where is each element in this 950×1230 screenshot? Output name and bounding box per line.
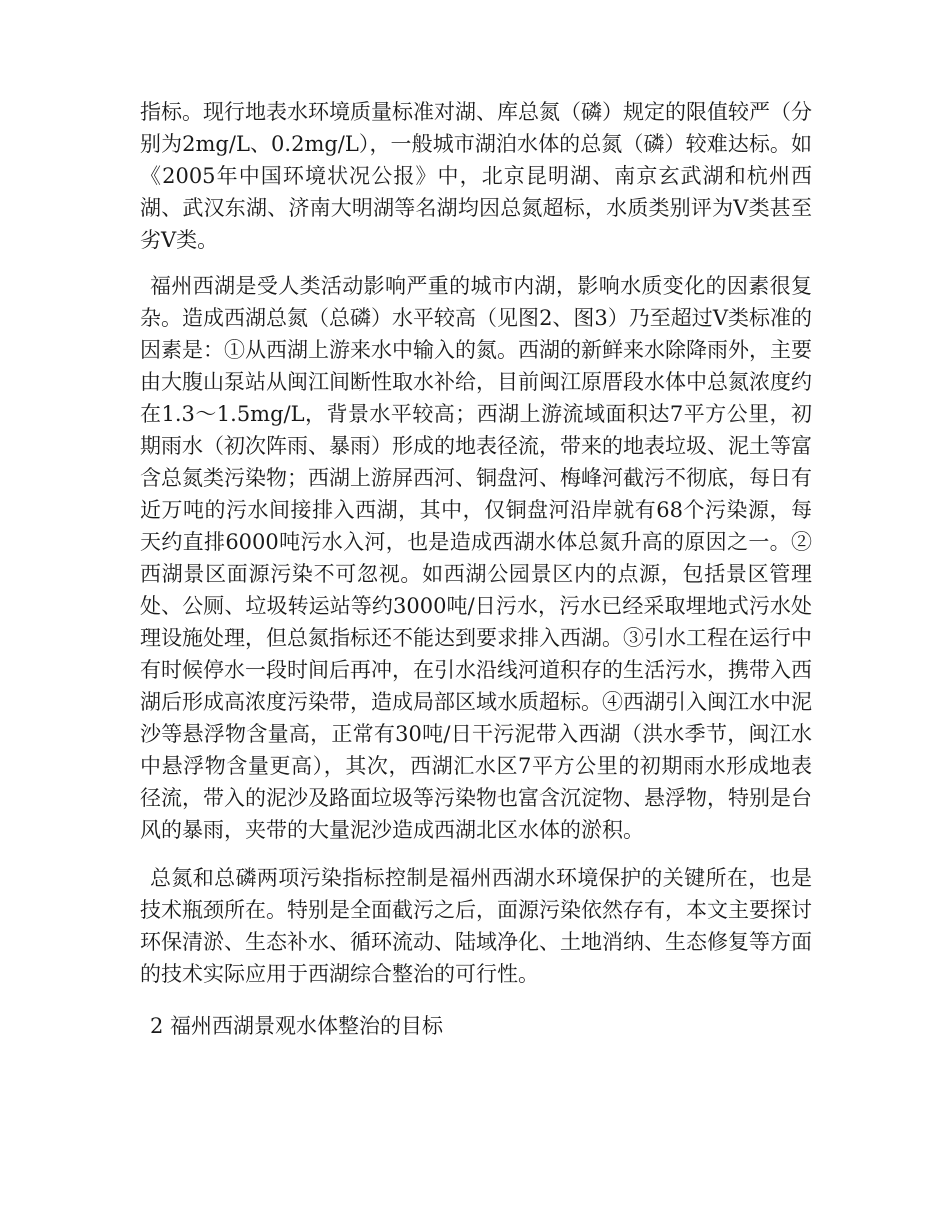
paragraph-water-standard: 指标。现行地表水环境质量标准对湖、库总氮（磷）规定的限值较严（分别为2mg/L、0.2mg/L），一般城市湖泊水体的总氮（磷）较难达标。如《2005年中国环境状况公报》中，北京昆明湖、南京玄武湖和杭州西湖、武汉东湖、济南大明湖等名湖均因总氮超标，水质类别评为Ⅴ类甚至劣Ⅴ类。 [140, 100, 812, 252]
document-body [140, 96, 812, 1042]
section-heading: 2 福州西湖景观水体整治的目标 [150, 1014, 444, 1038]
paragraph-pollution-factors: 福州西湖是受人类活动影响严重的城市内湖，影响水质变化的因素很复杂。造成西湖总氮（总磷）水平较高（见图2、图3）乃至超过Ⅴ类标准的因素是：①从西湖上游来水中输入的氮。西湖的新鲜来水除降雨外，主要由大腹山泵站从闽江间断性取水补给，目前闽江原厝段水体中总氮浓度约在1.3～1.5mg/L，背景水平较高；西湖上游流域面积达7平方公里，初期雨水（初次阵雨、暴雨）形成的地表径流，带来的地表垃圾、泥土等富含总氮类污染物；西湖上游屏西河、铜盘河、梅峰河截污不彻底，每日有近万吨的污水间接排入西湖，其中，仅铜盘河沿岸就有68个污染源，每天约直排6000吨污水入河，也是造成西湖水体总氮升高的原因之一。②西湖景区面源污染不可忽视。如西湖公园景区内的点源，包括景区管理处、公厕、垃圾转运站等约3000吨/日污水，污水已经采取埋地式污水处理设施处理，但总氮指标还不能达到要求排入西湖。③引水工程在运行中有时候停水一段时间后再冲，在引水沿线河道积存的生活污水，携带入西湖后形成高浓度污染带，造成局部区域水质超标。④西湖引入闽江水中泥沙等悬浮物含量高，正常有30吨/日干污泥带入西湖（洪水季节，闽江水中悬浮物含量更高），其次，西湖汇水区7平方公里的初期雨水形成地表径流，带入的泥沙及路面垃圾等污染物也富含沉淀物、悬浮物，特别是台风的暴雨，夹带的大量泥沙造成西湖北区水体的淤积。 [140, 274, 812, 842]
paragraph-key-control: 总氮和总磷两项污染指标控制是福州西湖水环境保护的关键所在，也是技术瓶颈所在。特别是全面截污之后，面源污染依然存有，本文主要探讨环保清淤、生态补水、循环流动、陆域净化、土地消纳、生态修复等方面的技术实际应用于西湖综合整治的可行性。 [140, 866, 812, 986]
